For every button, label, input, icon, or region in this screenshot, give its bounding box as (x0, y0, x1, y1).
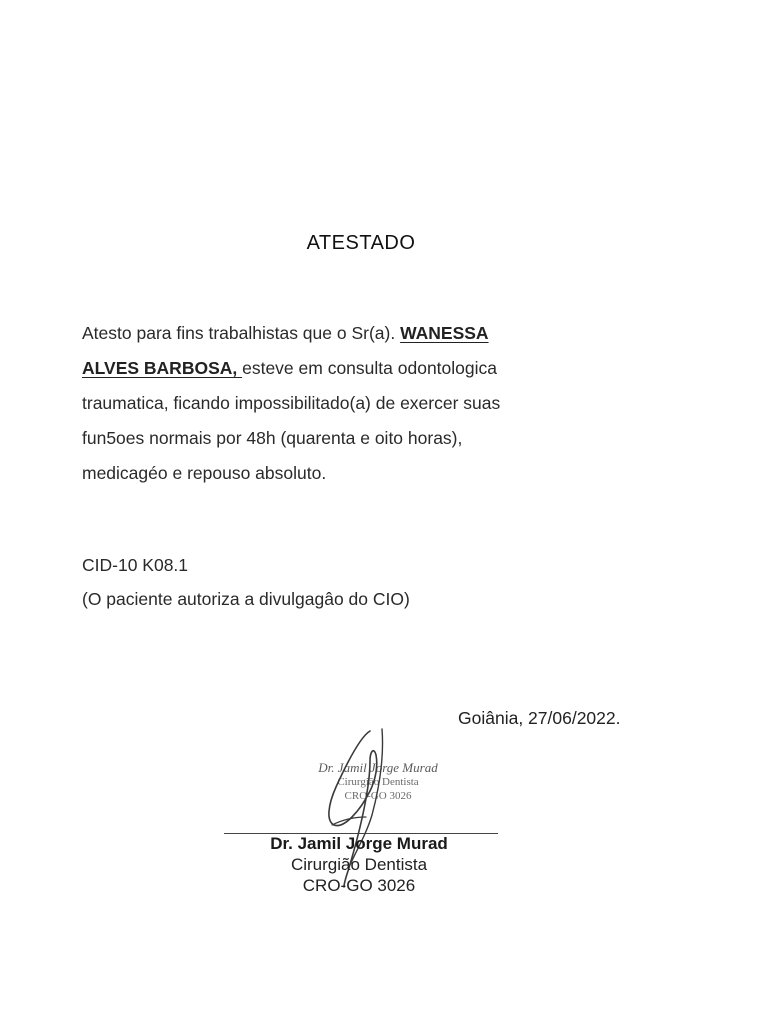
document-title: ATESTADO (306, 232, 416, 254)
paragraph-line-2 (82, 351, 602, 386)
cid-section (82, 548, 410, 616)
paragraph-line-5: medicagéo e repouso absoluto. (82, 463, 327, 483)
signer-name: Dr. Jamil Jorge Murad (270, 834, 448, 853)
signer-registry: CRO-GO 3026 (302, 876, 416, 895)
paragraph-line-1-prefix: Atesto para fins trabalhistas que o Sr(a). (82, 323, 401, 343)
signer-role: Cirurgião Dentista (290, 855, 428, 874)
cid-code: CID-10 K08.1 (82, 555, 189, 575)
paragraph-line-1 (82, 316, 602, 351)
signature-block (218, 833, 500, 896)
paragraph-line-2-suffix: esteve em consulta odontologica (242, 358, 497, 378)
patient-name-part-2: ALVES BARBOSA, (82, 358, 243, 378)
place-and-date: Goiânia, 27/06/2022. (458, 708, 621, 728)
patient-name-part-1: WANESSA (400, 323, 489, 343)
certificate-paragraph (82, 316, 602, 491)
cid-authorization: (O paciente autoriza a divulgagâo do CIO) (82, 589, 410, 609)
stamp-role: Cirurgião Dentista (337, 776, 419, 788)
paragraph-line-3: traumatica, ficando impossibilitado(a) de exercer suas (82, 393, 501, 413)
paragraph-line-4: fun5oes normais por 48h (quarenta e oito horas), (82, 428, 463, 448)
stamp-name: Dr. Jamil Jorge Murad (318, 760, 438, 775)
stamp-registry: CRO-GO 3026 (344, 790, 412, 802)
